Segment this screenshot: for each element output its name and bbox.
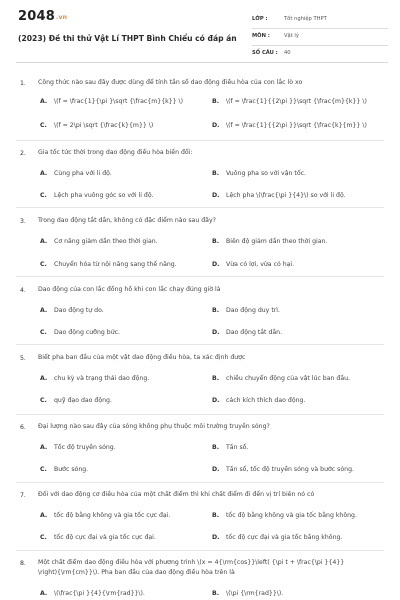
option-letter-c: C. bbox=[40, 466, 47, 473]
question-separator bbox=[16, 550, 384, 551]
option-c[interactable]: Dao động cưỡng bức. bbox=[54, 329, 120, 336]
option-a[interactable]: tốc độ bằng không và gia tốc cực đại. bbox=[54, 512, 171, 519]
question-number: 2. bbox=[20, 150, 26, 157]
option-letter-a: A. bbox=[40, 590, 48, 597]
question-text: Biết pha ban đầu của một vật dao động điều hòa, ta xác định được bbox=[38, 354, 246, 361]
question-number: 5. bbox=[20, 355, 26, 362]
question-separator bbox=[16, 207, 384, 208]
option-letter-a: A. bbox=[40, 307, 48, 314]
option-letter-b: B. bbox=[212, 98, 220, 105]
option-b[interactable]: Vuông pha so với vận tốc. bbox=[226, 170, 306, 177]
option-letter-b: B. bbox=[212, 170, 220, 177]
meta-count-value: 40 bbox=[284, 50, 291, 56]
question-text-line-1: Một chất điểm dao động điều hòa với phương trình \(x = 4{\rm{cos}}\left( {\pi t + \frac{\pi }{4}} bbox=[38, 559, 345, 566]
question-text: Gia tốc tức thời trong dao động điều hòa biến đổi: bbox=[38, 149, 193, 156]
option-letter-a: A. bbox=[40, 170, 48, 177]
option-letter-d: D. bbox=[212, 261, 220, 268]
header-divider bbox=[16, 62, 384, 63]
option-b[interactable]: chiều chuyển động của vật lúc ban đầu. bbox=[226, 375, 351, 382]
exam-title: (2023) Đề thi thử Vật Lí THPT Bình Chiểu có đáp án bbox=[18, 34, 237, 43]
option-d[interactable]: Dao động tắt dần. bbox=[226, 329, 283, 336]
option-letter-a: A. bbox=[40, 238, 48, 245]
option-letter-c: C. bbox=[40, 329, 47, 336]
meta-class-label: LỚP : bbox=[252, 16, 268, 22]
exam-meta bbox=[252, 12, 388, 63]
option-letter-b: B. bbox=[212, 444, 220, 451]
question-text: Đối với dao động cơ điều hòa của một chất điểm thì khi chất điểm đi đến vị trí biên nó có bbox=[38, 491, 315, 498]
site-logo[interactable] bbox=[18, 9, 67, 24]
question-separator bbox=[16, 140, 384, 141]
option-d[interactable]: Lệch pha \(\frac{\pi }{4}\) so với li độ. bbox=[226, 192, 346, 199]
option-letter-d: D. bbox=[212, 122, 220, 129]
option-letter-d: D. bbox=[212, 466, 220, 473]
option-a[interactable]: \(\frac{\pi }{4}{\rm{rad}}\). bbox=[54, 590, 145, 597]
meta-row-class bbox=[252, 12, 388, 29]
logo-number: 2048 bbox=[18, 9, 55, 24]
option-letter-b: B. bbox=[212, 307, 220, 314]
option-letter-c: C. bbox=[40, 261, 47, 268]
meta-subject-label: MÔN : bbox=[252, 33, 270, 39]
option-letter-b: B. bbox=[212, 512, 220, 519]
option-c[interactable]: Lệch pha vuông góc so với li độ. bbox=[54, 192, 154, 199]
question-number: 8. bbox=[20, 560, 26, 567]
meta-count-label: SỐ CÂU : bbox=[252, 50, 278, 56]
option-letter-c: C. bbox=[40, 122, 47, 129]
meta-row-subject bbox=[252, 29, 388, 46]
question-separator bbox=[16, 276, 384, 277]
option-c[interactable]: quỹ đạo dao động. bbox=[54, 397, 112, 404]
option-a[interactable]: Tốc độ truyền sóng. bbox=[54, 444, 116, 451]
option-a[interactable]: Cùng pha với li độ. bbox=[54, 170, 112, 177]
option-d[interactable]: tốc độ cực đại và gia tốc bằng không. bbox=[226, 534, 343, 541]
option-letter-a: A. bbox=[40, 375, 48, 382]
option-a[interactable]: Cơ năng giảm dần theo thời gian. bbox=[54, 238, 158, 245]
question-number: 7. bbox=[20, 492, 26, 499]
option-c[interactable]: Bước sóng. bbox=[54, 466, 89, 473]
logo-tld: .vn bbox=[55, 14, 68, 21]
option-b[interactable]: Biên độ giảm dần theo thời gian. bbox=[226, 238, 328, 245]
meta-class-value: Tốt nghiệp THPT bbox=[284, 16, 327, 22]
question-number: 4. bbox=[20, 287, 26, 294]
question-text: Dao động của con lắc đồng hồ khi con lắc chạy đúng giờ là bbox=[38, 286, 221, 293]
meta-row-count bbox=[252, 46, 388, 63]
option-a[interactable]: \(f = \frac{1}{\pi }\sqrt {\frac{m}{k}} \) bbox=[54, 98, 184, 105]
option-a[interactable]: chu kỳ và trạng thái dao động. bbox=[54, 375, 150, 382]
option-b[interactable]: Dao động duy trì. bbox=[226, 307, 280, 314]
option-letter-b: B. bbox=[212, 590, 220, 597]
option-d[interactable]: cách kích thích dao động. bbox=[226, 397, 306, 404]
option-letter-c: C. bbox=[40, 397, 47, 404]
question-text-line-2: \right){\rm{cm}}\). Pha ban đầu của dao động điều hòa trên là bbox=[38, 569, 235, 576]
option-letter-c: C. bbox=[40, 534, 47, 541]
option-b[interactable]: \(f = \frac{1}{{2\pi }}\sqrt {\frac{m}{k}} \) bbox=[226, 98, 367, 105]
option-letter-d: D. bbox=[212, 329, 220, 336]
option-d[interactable]: Tần số, tốc độ truyền sóng và bước sóng. bbox=[226, 466, 354, 473]
option-letter-b: B. bbox=[212, 238, 220, 245]
option-d[interactable]: \(f = \frac{1}{{2\pi }}\sqrt {\frac{k}{m}} \) bbox=[226, 122, 367, 129]
question-text: Trong dao động tắt dần, không có đặc điểm nào sau đây? bbox=[38, 217, 216, 224]
option-c[interactable]: Chuyển hóa từ nội năng sang thế năng. bbox=[54, 261, 177, 268]
option-letter-a: A. bbox=[40, 512, 48, 519]
question-text: Công thức nào sau đây được dùng để tính tần số dao động điều hòa của con lắc lò xo bbox=[38, 79, 303, 86]
question-number: 3. bbox=[20, 218, 26, 225]
option-b[interactable]: tốc độ bằng không và gia tốc bằng không. bbox=[226, 512, 357, 519]
option-a[interactable]: Dao động tự do. bbox=[54, 307, 104, 314]
option-c[interactable]: \(f = 2\pi \sqrt {\frac{k}{m}} \) bbox=[54, 122, 154, 129]
question-text: Đại lượng nào sau đây của sóng không phụ thuộc môi trường truyền sóng? bbox=[38, 423, 270, 430]
question-number: 6. bbox=[20, 424, 26, 431]
option-b[interactable]: Tần số. bbox=[226, 444, 249, 451]
option-letter-b: B. bbox=[212, 375, 220, 382]
question-separator bbox=[16, 344, 384, 345]
option-letter-a: A. bbox=[40, 98, 48, 105]
question-separator bbox=[16, 414, 384, 415]
option-letter-a: A. bbox=[40, 444, 48, 451]
question-separator bbox=[16, 482, 384, 483]
question-number: 1. bbox=[20, 80, 26, 87]
option-letter-d: D. bbox=[212, 192, 220, 199]
option-letter-d: D. bbox=[212, 534, 220, 541]
option-letter-d: D. bbox=[212, 397, 220, 404]
option-c[interactable]: tốc độ cực đại và gia tốc cực đại. bbox=[54, 534, 156, 541]
meta-subject-value: Vật lý bbox=[284, 33, 299, 39]
option-d[interactable]: Vừa có lợi, vừa có hại. bbox=[226, 261, 295, 268]
option-b[interactable]: \(\pi {\rm{rad}}\). bbox=[226, 590, 284, 597]
option-letter-c: C. bbox=[40, 192, 47, 199]
